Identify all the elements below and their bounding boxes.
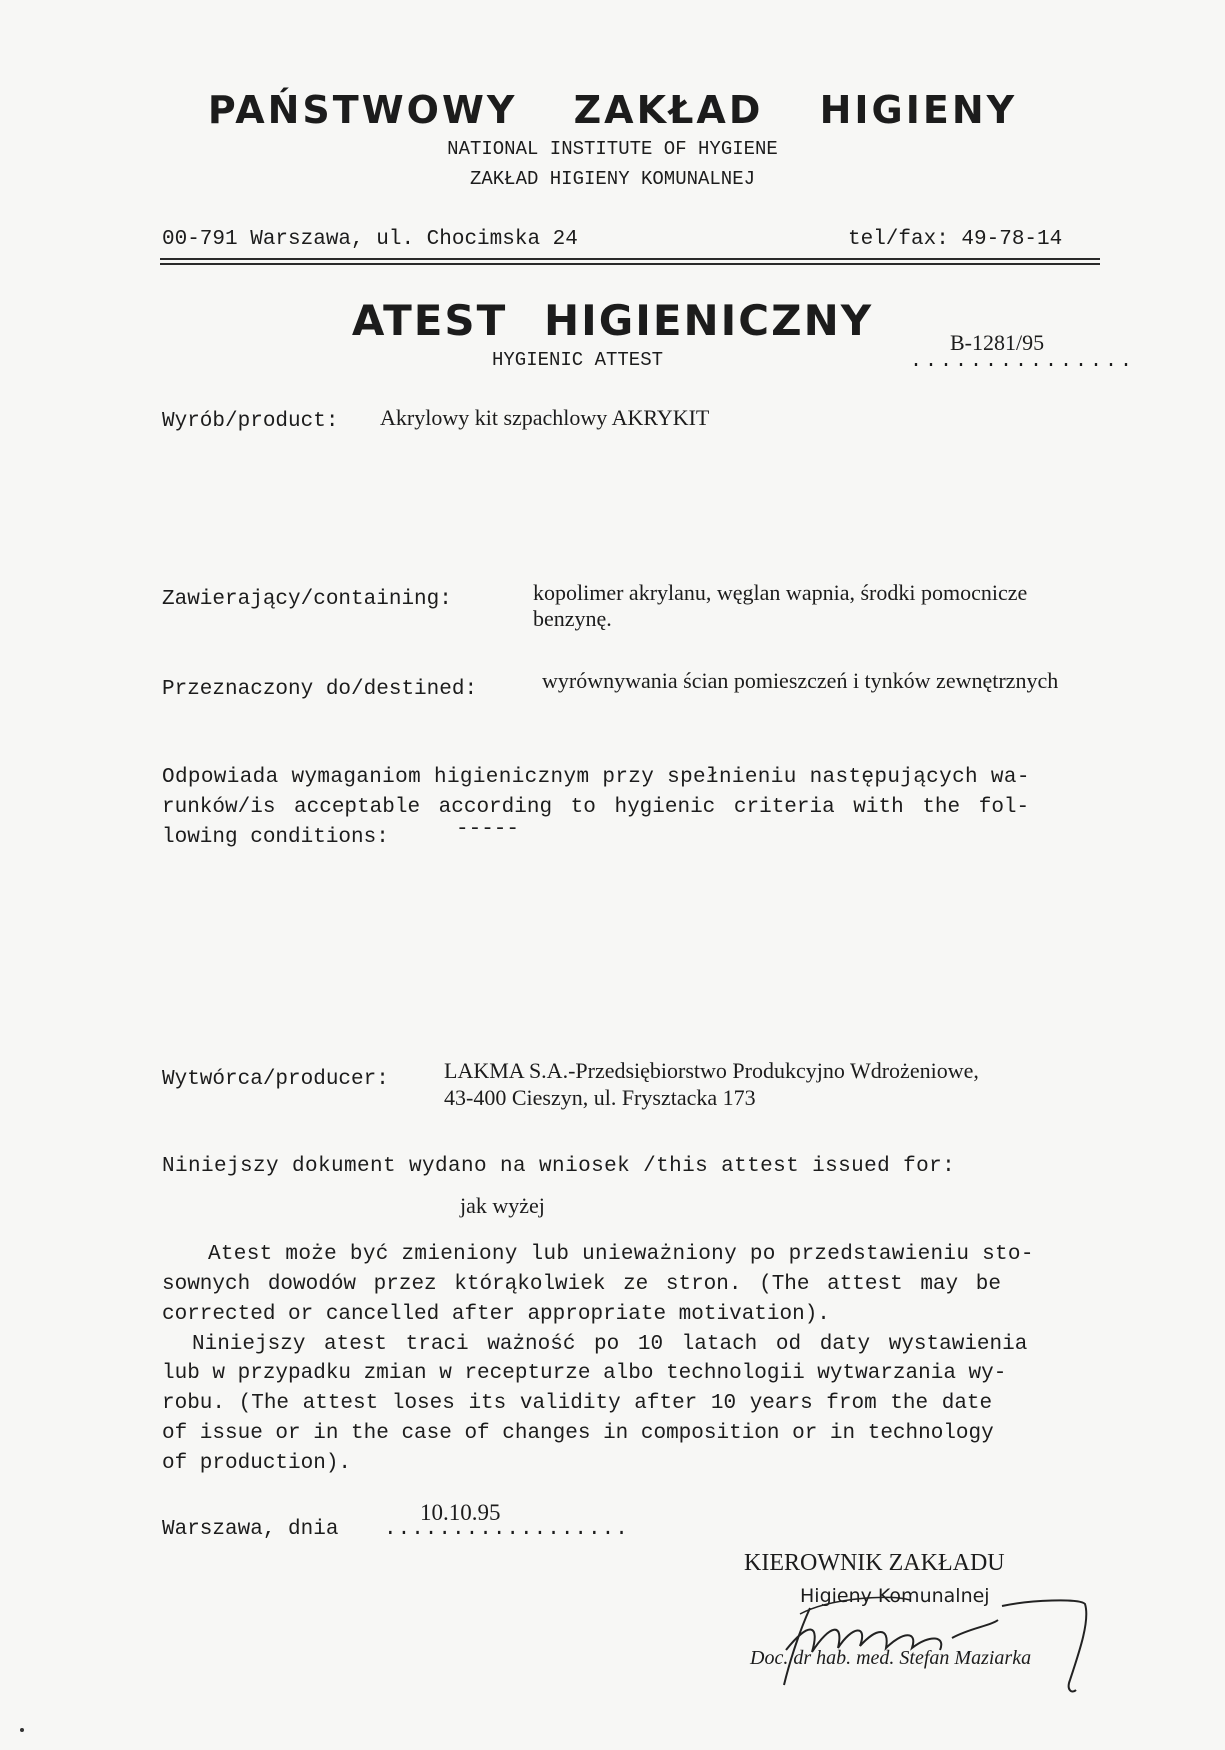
institute-name: PAŃSTWOWY ZAKŁAD HIGIENY — [207, 88, 1018, 132]
institute-address: 00-791 Warszawa, ul. Chocimska 24 — [162, 228, 578, 251]
note-1-line-3: corrected or cancelled after appropriate motivation). — [162, 1303, 830, 1326]
speck-mark — [20, 1728, 24, 1732]
attest-title-en: HYGIENIC ATTEST — [491, 349, 664, 371]
conditions-line-1: Odpowiada wymaganiom higienicznym przy spełnieniu następujących wa- — [162, 766, 1030, 789]
producer-line-2: 43-400 Cieszyn, ul. Frysztacka 173 — [444, 1085, 756, 1110]
signature-department: Higieny Komunalnej — [800, 1585, 990, 1607]
producer-line-1: LAKMA S.A.-Przedsiębiorstwo Produkcyjno Wdrożeniowe, — [444, 1058, 979, 1083]
institute-name-en: NATIONAL INSTITUTE OF HYGIENE — [447, 138, 778, 160]
note-1-line-2: sownych dowodów przez którąkolwiek ze stron. (The attest may be — [162, 1273, 1001, 1296]
note-2-line-5: of production). — [162, 1452, 352, 1475]
signature-title: KIEROWNIK ZAKŁADU — [744, 1550, 1005, 1576]
note-1-line-1: Atest może być zmieniony lub unieważniony po przedstawieniu sto- — [208, 1243, 1034, 1266]
destined-value: wyrównywania ścian pomieszczeń i tynków zewnętrznych — [542, 668, 1059, 693]
header-rule-top — [160, 258, 1100, 260]
signature-name: Doc. dr hab. med. Stefan Maziarka — [750, 1647, 1032, 1669]
conditions-value: ----- — [456, 818, 520, 841]
department-name: ZAKŁAD HIGIENY KOMUNALNEJ — [469, 168, 756, 190]
issued-for-value: jak wyżej — [460, 1193, 545, 1218]
institute-telfax: tel/fax: 49-78-14 — [848, 228, 1063, 251]
issued-for-label: Niniejszy dokument wydano na wniosek /this attest issued for: — [162, 1155, 956, 1178]
containing-label: Zawierający/containing: — [162, 588, 452, 611]
product-value: Akrylowy kit szpachlowy AKRYKIT — [380, 405, 710, 430]
note-2-line-1: Niniejszy atest traci ważność po 10 latach od daty wystawienia — [192, 1333, 1028, 1356]
date-value: 10.10.95 — [420, 1500, 501, 1525]
producer-label: Wytwórca/producer: — [162, 1068, 389, 1091]
date-dots: .................. — [384, 1518, 629, 1541]
containing-line-2: benzynę. — [533, 606, 612, 631]
containing-line-1: kopolimer akrylanu, węglan wapnia, środki pomocnicze — [533, 580, 1028, 605]
handwritten-signature — [740, 1580, 1100, 1700]
attest-number: B-1281/95 — [950, 330, 1045, 355]
attest-title: ATEST HIGIENICZNY — [351, 296, 874, 345]
note-2-line-2: lub w przypadku zmian w recepturze albo technologii wytwarzania wy- — [162, 1362, 1007, 1385]
attest-number-dots: ............... — [910, 350, 1136, 373]
destined-label: Przeznaczony do/destined: — [162, 678, 478, 701]
note-2-line-3: robu. (The attest loses its validity after 10 years from the date — [162, 1392, 993, 1415]
product-label: Wyrób/product: — [162, 410, 339, 433]
conditions-line-3: lowing conditions: — [162, 826, 389, 849]
conditions-line-2: runków/is acceptable according to hygienic criteria with the fol- — [162, 796, 1030, 819]
date-label: Warszawa, dnia — [162, 1518, 339, 1541]
header-rule-bottom — [160, 263, 1100, 265]
note-2-line-4: of issue or in the case of changes in composition or in technology — [162, 1422, 994, 1445]
